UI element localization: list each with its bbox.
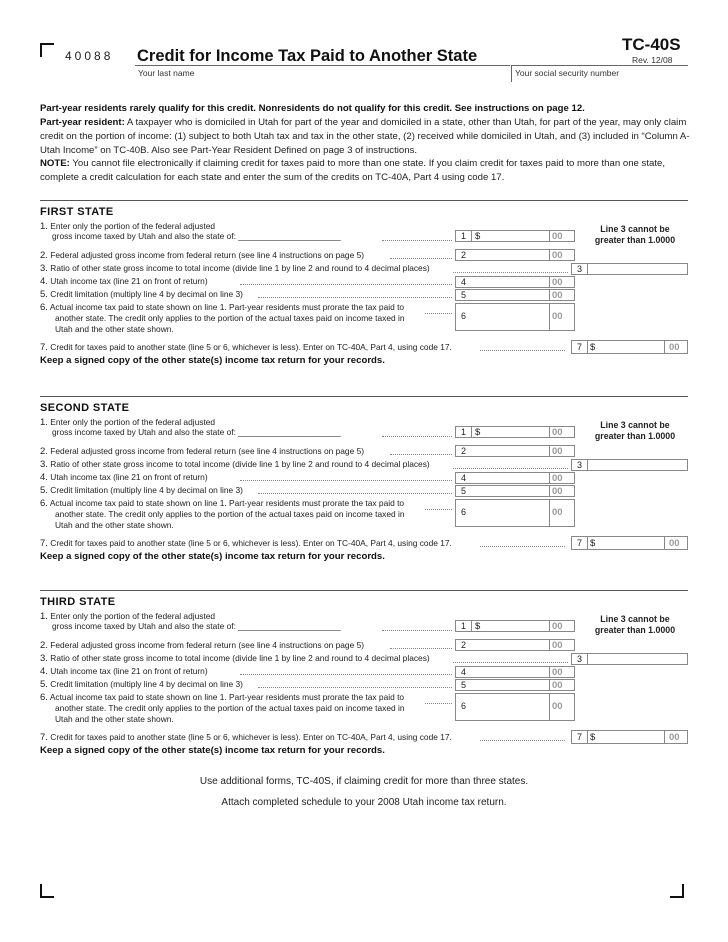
line-5-cents: 00 bbox=[552, 486, 563, 497]
line-1-dollar: $ bbox=[475, 427, 481, 438]
form-number: TC-40S bbox=[622, 35, 681, 54]
line-3-ratio[interactable] bbox=[571, 459, 688, 471]
line-6-label-cont: another state. The credit only applies to the portion of the actual taxes paid on income taxed in bbox=[55, 313, 405, 323]
line-1-label-cont: gross income taxed by Utah and also the state of: ______________________ bbox=[52, 427, 341, 437]
line-6-label: 6. Actual income tax paid to state shown on line 1. Part-year residents must prorate the tax paid to bbox=[40, 302, 405, 313]
line-4-label: 4. Utah income tax (line 21 on front of return) bbox=[40, 276, 208, 287]
line-5-box-number: 5 bbox=[461, 680, 467, 690]
line-6-leader bbox=[425, 703, 452, 704]
line-4-box-number: 4 bbox=[461, 473, 467, 483]
line-7-dollar: $ bbox=[590, 538, 596, 549]
line-4-box-number: 4 bbox=[461, 277, 467, 287]
intro-paragraph-1 bbox=[40, 102, 690, 116]
second-state-section bbox=[40, 396, 690, 571]
note-text: You cannot file electronically if claiming credit for taxes paid to more than one state. If you claim credit for taxes paid to more than one state, complete a credit calculation for each state and enter the sum of the credits on TC-40A, Part 4 using code 17. bbox=[40, 158, 665, 183]
line-6-label-cont2: Utah and the other state shown. bbox=[55, 324, 174, 334]
corner-mark-top-left bbox=[40, 43, 54, 57]
section-rule bbox=[40, 590, 688, 591]
line-1-label: 1. Enter only the portion of the federal adjusted bbox=[40, 611, 216, 622]
ssn-label: Your social security number bbox=[515, 68, 620, 78]
line-3-label: 3. Ratio of other state gross income to total income (divide line 1 by line 2 and round to 4 decimal places) bbox=[40, 263, 430, 274]
line-4-cents: 00 bbox=[552, 473, 563, 484]
line-1-label-cont: gross income taxed by Utah and also the state of: ______________________ bbox=[52, 621, 341, 631]
line-3-label: 3. Ratio of other state gross income to total income (divide line 1 by line 2 and round to 4 decimal places) bbox=[40, 459, 430, 470]
last-name-field[interactable] bbox=[135, 65, 510, 82]
section-rule bbox=[40, 396, 688, 397]
line-5-leader bbox=[258, 687, 452, 688]
line-5-label: 5. Credit limitation (multiply line 4 by decimal on line 3) bbox=[40, 485, 243, 496]
line-1-box-number: 1 bbox=[461, 231, 467, 241]
third-state-section bbox=[40, 590, 690, 765]
line-3-limit-note: Line 3 cannot be greater than 1.0000 bbox=[594, 420, 676, 441]
line-2-leader bbox=[390, 454, 452, 455]
line-6-label-cont: another state. The credit only applies to the portion of the actual taxes paid on income taxed in bbox=[55, 509, 405, 519]
line-4-leader bbox=[240, 674, 452, 675]
line-7-dollar: $ bbox=[590, 342, 596, 353]
line-2-cents: 00 bbox=[552, 640, 563, 651]
ssn-field[interactable] bbox=[511, 65, 688, 82]
line-1-cents: 00 bbox=[552, 231, 563, 242]
line-1-cents: 00 bbox=[552, 427, 563, 438]
line-5-box-number: 5 bbox=[461, 486, 467, 496]
line-2-leader bbox=[390, 648, 452, 649]
line-5-leader bbox=[258, 297, 452, 298]
line-6-leader bbox=[425, 509, 452, 510]
line-4-cents: 00 bbox=[552, 667, 563, 678]
line-4-leader bbox=[240, 480, 452, 481]
line-5-cents: 00 bbox=[552, 290, 563, 301]
corner-mark-bottom-right bbox=[670, 884, 684, 898]
line-4-label: 4. Utah income tax (line 21 on front of return) bbox=[40, 666, 208, 677]
line-6-label-cont: another state. The credit only applies to the portion of the actual taxes paid on income taxed in bbox=[55, 703, 405, 713]
line-3-leader bbox=[453, 272, 568, 273]
line-3-ratio[interactable] bbox=[571, 263, 688, 275]
line-7-label: 7. Credit for taxes paid to another state (line 5 or 6, whichever is less). Enter on TC-40A, Part 4, using code 17. bbox=[40, 538, 452, 549]
line-5-label: 5. Credit limitation (multiply line 4 by decimal on line 3) bbox=[40, 679, 243, 690]
section-rule bbox=[40, 200, 688, 201]
last-name-label: Your last name bbox=[138, 68, 195, 78]
line-6-cents: 00 bbox=[552, 701, 563, 712]
keep-copy-note: Keep a signed copy of the other state(s) income tax return for your records. bbox=[40, 355, 385, 366]
line-3-limit-note: Line 3 cannot be greater than 1.0000 bbox=[594, 224, 676, 245]
line-3-label: 3. Ratio of other state gross income to total income (divide line 1 by line 2 and round to 4 decimal places) bbox=[40, 653, 430, 664]
part-year-text: A taxpayer who is domiciled in Utah for part of the year and domiciled in a state, other than Utah, for part of the year, may only claim credit on the portion of income: (1) subject to both Utah tax and tax in the other state, (2) received while domiciled in Utah, and (3) included in “Column A-Utah Income” on TC-40B. Also see Part-Year Resident Defined on page 3 of instructions. bbox=[40, 117, 690, 156]
line-6-label: 6. Actual income tax paid to state shown on line 1. Part-year residents must prorate the tax paid to bbox=[40, 498, 405, 509]
line-6-box-number: 6 bbox=[461, 311, 467, 321]
line-1-leader bbox=[382, 630, 452, 631]
line-7-label: 7. Credit for taxes paid to another state (line 5 or 6, whichever is less). Enter on TC-40A, Part 4, using code 17. bbox=[40, 732, 452, 743]
part-year-heading: Part-year resident: bbox=[40, 117, 125, 128]
line-6-label: 6. Actual income tax paid to state shown on line 1. Part-year residents must prorate the tax paid to bbox=[40, 692, 405, 703]
first-state-section bbox=[40, 200, 690, 375]
line-3-box-number: 3 bbox=[577, 264, 583, 274]
intro-eligibility: Part-year residents rarely qualify for this credit. Nonresidents do not qualify for this credit. See instructions on page 12. bbox=[40, 103, 585, 114]
section-title: THIRD STATE bbox=[40, 596, 116, 608]
line-7-box-number: 7 bbox=[577, 538, 583, 548]
line-6-leader bbox=[425, 313, 452, 314]
line-1-leader bbox=[382, 436, 452, 437]
line-6-label-cont2: Utah and the other state shown. bbox=[55, 714, 174, 724]
form-code: 40088 bbox=[65, 49, 114, 63]
line-1-cents: 00 bbox=[552, 621, 563, 632]
line-6-box-number: 6 bbox=[461, 701, 467, 711]
intro-paragraph-2 bbox=[40, 116, 690, 158]
line-7-leader bbox=[480, 740, 565, 741]
line-1-dollar: $ bbox=[475, 231, 481, 242]
line-1-leader bbox=[382, 240, 452, 241]
keep-copy-note: Keep a signed copy of the other state(s) income tax return for your records. bbox=[40, 745, 385, 756]
intro-note bbox=[40, 157, 690, 185]
line-7-cents: 00 bbox=[669, 342, 680, 353]
line-2-box-number: 2 bbox=[461, 250, 467, 260]
line-3-limit-note: Line 3 cannot be greater than 1.0000 bbox=[594, 614, 676, 635]
line-5-leader bbox=[258, 493, 452, 494]
line-2-box-number: 2 bbox=[461, 640, 467, 650]
line-5-cents: 00 bbox=[552, 680, 563, 691]
line-6-label-cont2: Utah and the other state shown. bbox=[55, 520, 174, 530]
section-title: SECOND STATE bbox=[40, 402, 130, 414]
line-7-cents: 00 bbox=[669, 538, 680, 549]
line-2-label: 2. Federal adjusted gross income from federal return (see line 4 instructions on page 5) bbox=[40, 446, 365, 457]
line-3-leader bbox=[453, 468, 568, 469]
line-2-box-number: 2 bbox=[461, 446, 467, 456]
line-1-label: 1. Enter only the portion of the federal adjusted bbox=[40, 417, 216, 428]
form-title: Credit for Income Tax Paid to Another State bbox=[137, 47, 478, 65]
line-7-leader bbox=[480, 546, 565, 547]
line-2-cents: 00 bbox=[552, 446, 563, 457]
line-4-cents: 00 bbox=[552, 277, 563, 288]
line-2-label: 2. Federal adjusted gross income from federal return (see line 4 instructions on page 5) bbox=[40, 250, 365, 261]
footer-additional-forms: Use additional forms, TC-40S, if claiming credit for more than three states. bbox=[199, 776, 529, 787]
line-1-label-cont: gross income taxed by Utah and also the state of: ______________________ bbox=[52, 231, 341, 241]
line-3-box-number: 3 bbox=[577, 654, 583, 664]
keep-copy-note: Keep a signed copy of the other state(s) income tax return for your records. bbox=[40, 551, 385, 562]
line-7-box-number: 7 bbox=[577, 342, 583, 352]
line-4-box-number: 4 bbox=[461, 667, 467, 677]
line-2-cents: 00 bbox=[552, 250, 563, 261]
line-7-cents: 00 bbox=[669, 732, 680, 743]
line-1-label: 1. Enter only the portion of the federal adjusted bbox=[40, 221, 216, 232]
line-7-leader bbox=[480, 350, 565, 351]
line-3-leader bbox=[453, 662, 568, 663]
note-heading: NOTE: bbox=[40, 158, 70, 169]
line-1-box-number: 1 bbox=[461, 427, 467, 437]
line-2-leader bbox=[390, 258, 452, 259]
line-4-label: 4. Utah income tax (line 21 on front of return) bbox=[40, 472, 208, 483]
line-7-dollar: $ bbox=[590, 732, 596, 743]
line-7-label: 7. Credit for taxes paid to another state (line 5 or 6, whichever is less). Enter on TC-40A, Part 4, using code 17. bbox=[40, 342, 452, 353]
line-3-ratio[interactable] bbox=[571, 653, 688, 665]
footer-attach-note: Attach completed schedule to your 2008 Utah income tax return. bbox=[221, 797, 507, 808]
section-title: FIRST STATE bbox=[40, 206, 114, 218]
line-6-cents: 00 bbox=[552, 311, 563, 322]
corner-mark-bottom-left bbox=[40, 884, 54, 898]
line-5-box-number: 5 bbox=[461, 290, 467, 300]
line-5-label: 5. Credit limitation (multiply line 4 by decimal on line 3) bbox=[40, 289, 243, 300]
line-7-box-number: 7 bbox=[577, 732, 583, 742]
line-3-box-number: 3 bbox=[577, 460, 583, 470]
line-6-box-number: 6 bbox=[461, 507, 467, 517]
line-4-leader bbox=[240, 284, 452, 285]
revision-date: Rev. 12/08 bbox=[632, 55, 673, 65]
line-2-label: 2. Federal adjusted gross income from federal return (see line 4 instructions on page 5) bbox=[40, 640, 365, 651]
line-1-dollar: $ bbox=[475, 621, 481, 632]
line-6-cents: 00 bbox=[552, 507, 563, 518]
line-1-box-number: 1 bbox=[461, 621, 467, 631]
